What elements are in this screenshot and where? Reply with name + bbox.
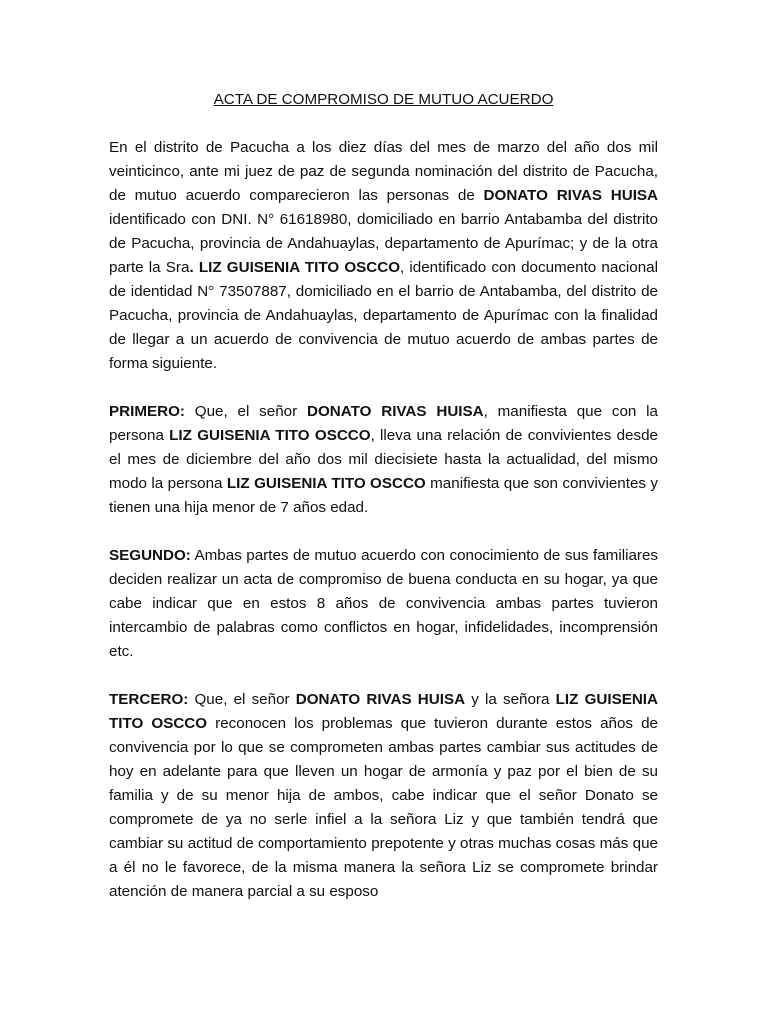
intro-text-3: , identificado con documento nacional de identidad N° 73507887, domiciliado en el barrio de Antabamba, del distrito de Pacucha, provincia de Andahuaylas, departamento de Apurímac con la finalidad de llegar a un acuerdo de convivencia de mutuo acuerdo de ambas partes de forma siguiente. [109,259,658,372]
tercero-text-2: y la señora [465,691,556,708]
primero-text-4: manifiesta que son convivientes y tienen una hija menor de 7 años edad. [109,475,658,516]
primero-name-liz-2: LIZ GUISENIA TITO OSCCO [226,475,426,492]
tercero-text-1: Que, el señor [188,691,296,708]
intro-name-liz: . LIZ GUISENIA TITO OSCCO [189,259,401,276]
document-page [109,88,658,928]
primero-name-liz: LIZ GUISENIA TITO OSCCO [169,427,371,444]
intro-name-donato: DONATO RIVAS HUISA [483,187,659,204]
segundo-label: SEGUNDO: [109,547,191,564]
intro-text-2: identificado con DNI. N° 61618980, domiciliado en barrio Antabamba del distrito de Pacucha, provincia de Andahuaylas, departamento de Apurímac; y de la otra parte la Sra [109,211,658,276]
document-title: ACTA DE COMPROMISO DE MUTUO ACUERDO [213,91,554,108]
tercero-paragraph [109,688,658,904]
intro-paragraph [109,136,658,376]
primero-label: PRIMERO: [109,403,185,420]
segundo-text-1: Ambas partes de mutuo acuerdo con conocimiento de sus familiares deciden realizar un acta de compromiso de buena conducta en su hogar, ya que cabe indicar que en estos 8 años de convivencia ambas partes tuvieron intercambio de palabras como conflictos en hogar, infidelidades, incomprensión etc. [109,547,658,660]
primero-text-2: , manifiesta que con la persona [109,403,659,444]
primero-name-donato: DONATO RIVAS HUISA [307,403,484,420]
tercero-name-liz: LIZ GUISENIA TITO OSCCO [109,691,658,732]
intro-text-1: En el distrito de Pacucha a los diez días del mes de marzo del año dos mil veinticinco, ante mi juez de paz de segunda nominación del distrito de Pacucha, de mutuo acuerdo comparecieron las personas de [109,139,658,204]
tercero-name-donato: DONATO RIVAS HUISA [295,691,466,708]
tercero-label: TERCERO: [109,691,189,708]
primero-paragraph [109,400,658,520]
segundo-paragraph [109,544,658,664]
tercero-text-3: reconocen los problemas que tuvieron durante estos años de convivencia por lo que se comprometen ambas partes cambiar sus actitudes de hoy en adelante para que lleven un hogar de armonía y paz por el bien de su familia y de su menor hija de ambos, cabe indicar que el señor Donato se compromete de ya no serle infiel a la señora Liz y que también tendrá que cambiar su actitud de comportamiento prepotente y otras muchas cosas más que a él no le favorece, de la misma manera la señora Liz se compromete brindar atención de manera parcial a su esposo [109,715,658,900]
primero-text-1: Que, el señor [184,403,307,420]
primero-text-3: , lleva una relación de convivientes desde el mes de diciembre del año dos mil diecisiete hasta la actualidad, del mismo modo la persona [109,427,658,492]
